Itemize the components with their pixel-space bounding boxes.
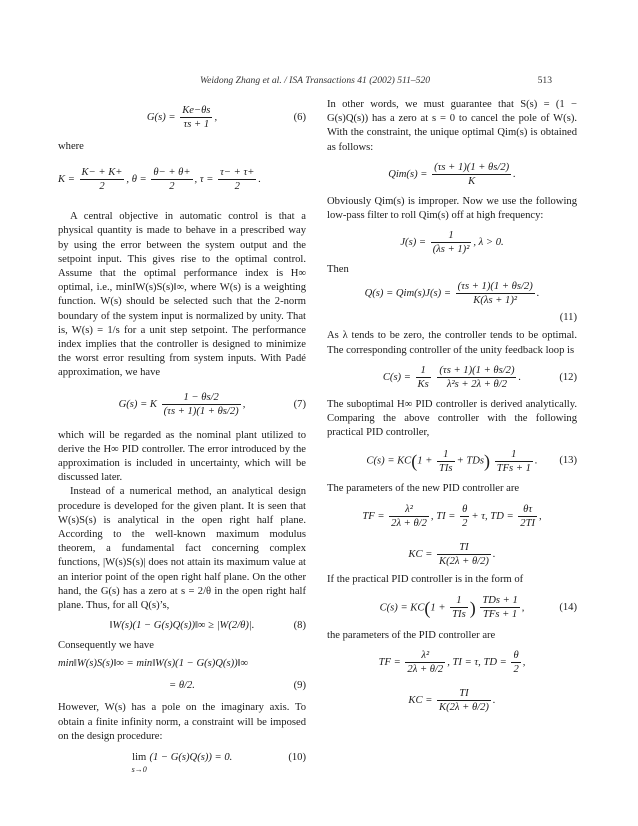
p1-kc-numerator: TI: [459, 541, 469, 553]
eq7-lhs: G(s) = K: [118, 398, 157, 410]
eq12-tail: .: [518, 371, 522, 383]
def-tau-fraction: [218, 166, 256, 193]
eq10-number: (10): [288, 752, 306, 764]
p2-kc-tail: .: [492, 695, 496, 707]
eq12-f1-denominator: Ks: [417, 378, 429, 390]
def-k-denominator: 2: [80, 179, 125, 193]
eq13-inner-a: 1 +: [417, 455, 433, 467]
eq13-f2-numerator: 1: [511, 448, 517, 460]
eq8-number: (8): [293, 620, 306, 632]
then-text: Then: [327, 264, 349, 276]
consequently-text: Consequently we have: [58, 640, 154, 652]
right-column: [327, 98, 577, 719]
eq11-tail: .: [536, 288, 540, 300]
def-tau-lhs: , τ =: [194, 174, 214, 186]
def-theta-fraction: [151, 166, 192, 193]
eq14-f2-denominator: TFs + 1: [480, 607, 519, 621]
eq12-f2-denominator: λ²s + 2λ + θ/2: [437, 377, 516, 391]
filter-lhs: J(s) =: [400, 237, 427, 249]
eq13-number: (13): [559, 455, 577, 467]
def-k-numerator: K− + K+: [81, 167, 123, 179]
eq14-f2-numerator: TDs + 1: [482, 595, 518, 607]
p2-kc-denominator: K(2λ + θ/2): [439, 702, 489, 714]
p2-ti-td-lhs: , TI = τ, TD =: [447, 657, 507, 669]
paragraph-analytical: Instead of a numerical method, an analytical design procedure is developed for the given plant. It is seen that W(s)S(s) is analytical in the open right half plane. According to the well-known maximum modulus theorem, a fundamental fact concerning complex functions, |W(s)S(s)| does not attain its maximum value at an interior point of the open right half plane. On the other hand, the G(s) has a zero at s = 2/θ in the open right half plane. Thus, for all Q(s)’s,: [58, 486, 306, 612]
p2-tf-numerator: λ²: [421, 650, 430, 662]
paragraph-suboptimal: The suboptimal H∞ PID controller is derived analytically. Comparing the above controller with the following practical PID controller,: [327, 398, 577, 439]
eq9-line1: min‖W(s)S(s)‖∞ = min‖W(s)(1 − G(s)Q(s))‖∞: [58, 658, 249, 670]
eq10-body: (1 − G(s)Q(s)) = 0.: [149, 752, 233, 764]
eq11-denominator: K(λs + 1)²: [456, 293, 535, 307]
eq6-lhs: G(s) =: [146, 112, 176, 123]
eq11-fraction: [456, 280, 535, 307]
eq13-lhs: C(s) = KC: [366, 455, 412, 467]
p1-tf-denominator: 2λ + θ/2: [391, 517, 427, 529]
eq6-number: (6): [293, 112, 306, 123]
qim-tail: .: [513, 168, 516, 180]
paragraph-other-words: In other words, we must guarantee that S(s) = (1 − G(s)Q(s)) has a zero at s = 0 to cancel the pole of W(s). With the constraint, the unique optimal Qim(s) is obtained as follows:: [327, 99, 577, 153]
eq7-numerator: 1 − θs/2: [183, 391, 219, 403]
eq6-denominator: τs + 1: [180, 117, 212, 131]
p2-td-denominator: 2: [513, 664, 519, 676]
p1-tf-fraction: [389, 503, 429, 530]
def-k-lhs: K =: [58, 174, 75, 186]
p2-kc-lhs: KC =: [408, 695, 433, 707]
eq12-f2-numerator: (τs + 1)(1 + θs/2): [439, 364, 515, 376]
filter-numerator: 1: [448, 230, 454, 242]
p1-kc-fraction: [437, 541, 491, 568]
p1-kc-tail: .: [492, 548, 496, 560]
paragraph-lambda: As λ tends to be zero, the controller tends to be optimal. The corresponding controller of the unity feedback loop is: [327, 330, 577, 356]
eq14-inner-a: 1 +: [430, 602, 446, 614]
p2-td-numerator: θ: [513, 650, 519, 662]
p1-td-fraction: [518, 503, 537, 530]
eq7-fraction: [162, 391, 241, 418]
eq14-fraction-1: [450, 594, 468, 621]
eq14-fraction-2: [480, 594, 519, 621]
p1-tf-lhs: TF =: [362, 510, 385, 522]
eq6-tail: ,: [214, 112, 218, 123]
paragraph-objective: A central objective in automatic control is that a physical quantity is made to behave in a prescribed way by using the error between the system output and the setpoint input. This gives rise to the optimal control. Assume that the optimal performance index is H∞ optimal, i.e., min‖W(s)S(s)‖∞, where W(s) is a weighting function. W(s) should be selected such that the 2-norm boundary of the system input is normalized by unity. That is, W(s) = 1/s for a unit step setpoint. The performance index implies that the controller is designed to minimize the worst error resulting from system inputs. With Padé approximation, we have: [58, 211, 306, 379]
eq12-f1-numerator: 1: [420, 364, 426, 376]
eq13-f2-denominator: TFs + 1: [496, 462, 531, 474]
filter-fraction: [431, 229, 472, 256]
parameters-set-2-row-1: [327, 643, 577, 683]
eq14-tail: ,: [521, 602, 525, 614]
equation-12: [327, 358, 577, 398]
def-k-fraction: [80, 166, 125, 193]
eq11-number: (11): [559, 312, 577, 324]
p1-ti-tail: + τ,: [471, 510, 488, 522]
p1-ti-denominator: 2: [462, 517, 468, 529]
equation-filter: [327, 223, 577, 263]
eq7-tail: ,: [242, 398, 246, 410]
def-tau-denominator: 2: [218, 179, 256, 193]
p1-ti-numerator: θ: [462, 503, 468, 515]
eq14-number: (14): [559, 601, 577, 613]
equation-10: [58, 744, 306, 780]
eq11-numerator: (τs + 1)(1 + θs/2): [457, 281, 533, 293]
eq7-denominator: (τs + 1)(1 + θs/2): [163, 405, 239, 417]
eq14-f1-denominator: TIs: [452, 609, 466, 621]
p1-td-denominator: 2TI: [520, 517, 536, 529]
eq13-f1-denominator: TIs: [439, 462, 453, 474]
eq6-numerator: Ke−θs: [182, 105, 211, 117]
eq11-number-row: [327, 311, 577, 327]
eq6-fraction: [180, 104, 212, 131]
page-header: [0, 74, 638, 88]
p1-ti-lhs: , TI =: [430, 510, 456, 522]
eq10-lim-subscript: s→0: [131, 765, 147, 775]
def-theta-lhs: , θ =: [126, 174, 147, 186]
paragraph-nominal-plant: which will be regarded as the nominal plant utilized to derive the H∞ PID controller. The error introduced by the approximation is included in uncertainty, which will be discussed later.: [58, 429, 306, 484]
eq13-open-paren: (: [411, 451, 418, 472]
eq7-number: (7): [293, 398, 306, 410]
where-text: where: [58, 141, 84, 152]
paragraph-improper: Obviously Qim(s) is improper. Now we use the following low-pass filter to roll Qim(s) off at high frequency:: [327, 195, 577, 222]
p2-tf-lhs: TF =: [378, 657, 401, 669]
left-column: [58, 98, 306, 780]
equation-14: [327, 587, 577, 629]
def-tail: .: [258, 174, 262, 186]
p1-td-lhs: TD =: [490, 510, 514, 522]
running-head: Weidong Zhang et al. / ISA Transactions 41 (2002) 511–520: [200, 75, 431, 86]
p1-kc-denominator: K(2λ + θ/2): [439, 555, 489, 567]
eq13-close-paren: ): [484, 451, 491, 472]
eq13-f1-numerator: 1: [443, 448, 449, 460]
p1-ti-fraction: [460, 503, 469, 530]
qim-denominator: K: [432, 174, 511, 188]
p2-kc-numerator: TI: [459, 688, 469, 700]
equation-9-line-1: [58, 653, 306, 675]
eq8-body: ‖W(s)(1 − G(s)Q(s))‖∞ ≥ |W(2/θ)|.: [109, 620, 255, 632]
equation-9-line-2: [58, 675, 306, 697]
eq13-tail: .: [534, 455, 538, 467]
eq9-line2: = θ/2.: [169, 680, 195, 692]
eq12-lhs: C(s) =: [382, 371, 411, 383]
def-theta-numerator: θ− + θ+: [153, 167, 191, 179]
paragraph-parameters-new: The parameters of the new PID controller are: [327, 483, 520, 495]
p2-td-fraction: [511, 649, 520, 676]
p1-td-tail: ,: [539, 510, 542, 522]
eq14-f1-numerator: 1: [456, 595, 462, 607]
eq10-limit: [132, 750, 147, 774]
equation-qim: [327, 155, 577, 195]
equation-13: [327, 440, 577, 482]
equation-6: [58, 98, 306, 138]
p2-tf-fraction: [405, 649, 445, 676]
parameters-set-2-row-2: [327, 683, 577, 719]
p1-td-numerator: θτ: [523, 503, 533, 515]
parameters-set-1-row-2: [327, 537, 577, 573]
paragraph-practical-form: If the practical PID controller is in the form of: [327, 573, 524, 585]
p2-td-tail: ,: [522, 657, 526, 669]
eq12-fraction-1: [416, 364, 431, 391]
eq13-fraction-1: [437, 448, 455, 475]
eq14-lhs: C(s) = KC: [379, 602, 425, 614]
eq11-lhs: Q(s) = Qim(s)J(s) =: [364, 288, 451, 300]
eq12-number: (12): [559, 371, 577, 383]
p2-kc-fraction: [437, 687, 491, 714]
filter-tail: , λ > 0.: [473, 237, 504, 249]
p2-tf-denominator: 2λ + θ/2: [407, 664, 444, 676]
eq14-close-paren: ): [469, 597, 476, 618]
qim-numerator: (τs + 1)(1 + θs/2): [434, 161, 510, 173]
p1-kc-lhs: KC =: [408, 548, 433, 560]
filter-denominator: (λs + 1)²: [432, 244, 470, 256]
p1-tf-numerator: λ²: [405, 503, 413, 515]
qim-lhs: Qim(s) =: [388, 168, 428, 180]
eq13-fraction-2: [495, 448, 533, 475]
paragraph-parameters-pid: the parameters of the PID controller are: [327, 629, 496, 641]
equation-8: [58, 613, 306, 639]
equation-7: [58, 385, 306, 425]
eq14-open-paren: (: [424, 597, 431, 618]
def-theta-denominator: 2: [151, 179, 192, 193]
page-number: 513: [537, 75, 552, 86]
def-tau-numerator: τ− + τ+: [220, 167, 255, 179]
eq13-inner-b: + TDs: [456, 455, 485, 467]
definitions-equation: [58, 160, 306, 200]
equation-11: [327, 277, 577, 311]
parameters-set-1-row-1: [327, 497, 577, 537]
eq9-number: (9): [293, 680, 306, 692]
paragraph-constraint: However, W(s) has a pole on the imaginary axis. To obtain a finite infinity norm, a constraint will be imposed on the design procedure:: [58, 702, 306, 742]
qim-fraction: [432, 161, 511, 188]
eq12-fraction-2: [437, 364, 516, 391]
eq10-lim-word: lim: [132, 752, 147, 764]
